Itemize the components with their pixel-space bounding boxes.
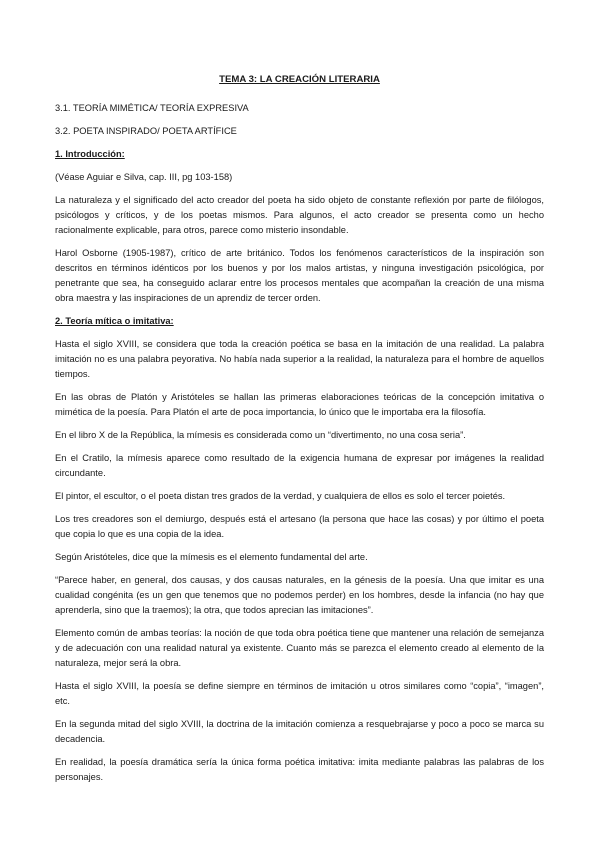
paragraph: En realidad, la poesía dramática sería la única forma poética imitativa: imita mediante palabras las palabras de los personajes. (55, 757, 544, 782)
paragraph: Los tres creadores son el demiurgo, después está el artesano (la persona que hace las cosas) y por último el poeta que copia lo que es una copia de la idea. (55, 514, 544, 539)
section-heading-introduction: 1. Introducción: (55, 149, 125, 159)
section-heading-mimetic-theory: 2. Teoría mítica o imitativa: (55, 316, 174, 326)
document-title: TEMA 3: LA CREACIÓN LITERARIA (219, 74, 380, 85)
paragraph: Según Aristóteles, dice que la mímesis es el elemento fundamental del arte. (55, 552, 368, 562)
paragraph: En la segunda mitad del siglo XVIII, la doctrina de la imitación comienza a resquebrajarse y poco a poco se marca su decadencia. (55, 719, 544, 744)
subtitle-mimetic-theory: 3.1. TEORÍA MIMÉTICA/ TEORÍA EXPRESIVA (55, 103, 249, 113)
paragraph: “Parece haber, en general, dos causas, y dos causas naturales, en la génesis de la poesía. Una que imitar es una cualidad congénita (es un gen que tenemos que no podemos perder) en los hombres, desde la infancia (no hay que aprenderla, sino que la traemos); la otra, que todos aprecian las imitaciones”. (55, 575, 544, 615)
reference-note: (Véase Aguiar e Silva, cap. III, pg 103-158) (55, 172, 233, 182)
paragraph: Hasta el siglo XVIII, se considera que toda la creación poética se basa en la imitación de una realidad. La palabra imitación no es una palabra peyorativa. No había nada superior a la realidad, la naturaleza para el hombre de aquellos tiempos. (55, 339, 544, 379)
paragraph: En el Cratilo, la mímesis aparece como resultado de la exigencia humana de expresar por imágenes la realidad circundante. (55, 453, 544, 478)
paragraph: En el libro X de la República, la mímesis es considerada como un “divertimento, no una cosa seria”. (55, 430, 466, 440)
paragraph: La naturaleza y el significado del acto creador del poeta ha sido objeto de constante reflexión por parte de filólogos, psicólogos y críticos, y de los poetas mismos. Para algunos, el acto creador se presenta como un hecho racionalmente explicable, para otros, parece como misterio insondable. (55, 195, 544, 235)
paragraph: El pintor, el escultor, o el poeta distan tres grados de la verdad, y cualquiera de ellos es solo el tercer poietés. (55, 491, 506, 501)
subtitle-inspired-poet: 3.2. POETA INSPIRADO/ POETA ARTÍFICE (55, 126, 237, 136)
paragraph: Elemento común de ambas teorías: la noción de que toda obra poética tiene que mantener una relación de semejanza y de adecuación con una realidad natural ya existente. Cuanto más se parezca el elemento creado al elemento de la naturaleza, mejor será la obra. (55, 628, 544, 668)
paragraph: Harol Osborne (1905-1987), crítico de arte británico. Todos los fenómenos característicos de la inspiración son descritos en términos idénticos por los buenos y por los malos artistas, y ninguna investigación psicológica, por penetrante que sea, ha conseguido aclarar entre los procesos mentales que acompañan la creación de una misma obra maestra y las inspiraciones de un aprendiz de tercer orden. (55, 248, 544, 303)
paragraph: En las obras de Platón y Aristóteles se hallan las primeras elaboraciones teóricas de la concepción imitativa o mimética de la poesía. Para Platón el arte de poca importancia, lo único que le importaba era la filosofía. (55, 392, 544, 417)
paragraph: Hasta el siglo XVIII, la poesía se define siempre en términos de imitación u otros similares como “copia”, “imagen”, etc. (55, 681, 544, 706)
